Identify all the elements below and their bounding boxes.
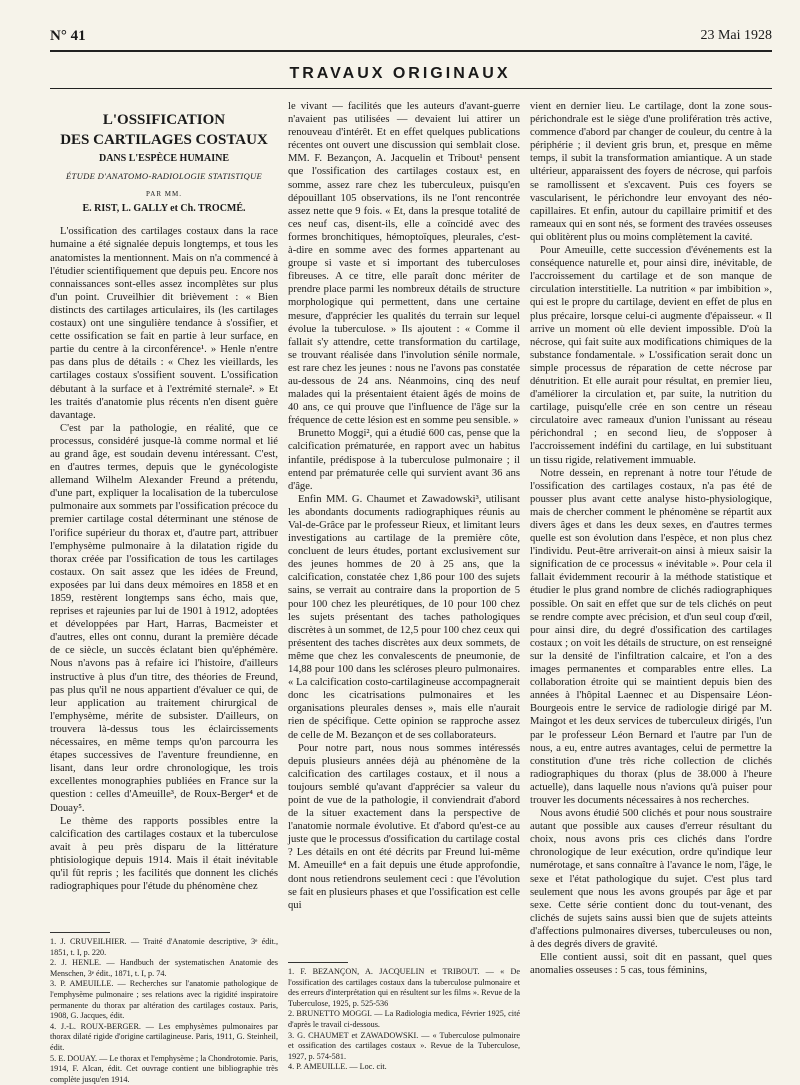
title-line-2: DES CARTILAGES COSTAUX: [60, 132, 268, 148]
article-title: [50, 110, 278, 150]
section-title: TRAVAUX ORIGINAUX: [289, 65, 511, 82]
paragraph: Enfin MM. G. Chaumet et Zawadowski³, utilisant les abondants documents radiographiques réunis au Val-de-Grâce par le professeur Rieux, et limitant leurs investigations au cartilage de la première côte, concluent de leurs études, portant exclusivement sur des jeunes hommes de 20 à 25 ans, que la calcification, constatée chez 1,86 pour 100 des sujets sains, se verrait au contraire dans la proportion de 5 pour 100 chez les pleurétiques, de 10 pour 100 chez les sujets présentant des taches pathologiques discrètes à un sommet, de 12,5 pour 100 chez ceux qui présentent des taches discrètes aux deux sommets, de même que chez les convalescents de pneumonie, de 14,88 pour 100 dans les scléroses pleuro pulmonaires. « La calcification costo-cartilagineuse accompagnerait donc les cicatrisations pulmonaires et les organisations pleurales denses », mais elle n'aurait rien de spécifique. Cette opinion se rapproche assez de celle de M. Bezançon et de ses collaborateurs.: [288, 493, 520, 741]
paragraph: vient en dernier lieu. Le cartilage, dont la zone sous-périchondrale est le siège d'une prolifération très active, commence d'abord par changer de couleur, du centre à la périphérie ; il devient gris brun, et, presque en même temps, il subit la transformation amiantique. A un stade ultérieur, apparaissent des foyers de nécrose, qui parfois se ramollissent et s'excavent. Puis ces foyers se vascularisent, le périchondre leur envoyant des néo-capillaires. Et enfin, autour du capillaire primitif et des rameaux qui en sont nés, se forment des travées osseuses qui oblitèrent plus ou moins complètement la cavité.: [530, 101, 772, 243]
column-2: [288, 100, 520, 912]
footnote: 1. J. CRUVEILHIER. — Traité d'Anatomie descriptive, 3ᵉ édit., 1851, t. I, p. 220.: [50, 937, 278, 957]
footnote: 3. G. CHAUMET et ZAWADOWSKI. — « Tuberculose pulmonaire et ossification des cartilages costaux ». Revue de la Tuberculose, 1927, p. 574-581.: [288, 1030, 520, 1061]
paragraph: Brunetto Moggi², qui a étudié 600 cas, pense que la calcification prématurée, en rapport avec un habitus infantile, prédispose à la tuberculose pulmonaire ; il entend par prématurée celle qui survient avant 36 ans d'âge.: [288, 428, 520, 492]
footnote: 2. BRUNETTO MOGGI. — La Radiologia medica, Février 1925, cité d'après le travail ci-dessous.: [288, 1009, 520, 1029]
authors-par: PAR MM.: [146, 190, 182, 199]
section-rule: [50, 88, 772, 89]
footnote: 2. J. HENLE. — Handbuch der systematischen Anatomie des Menschen, 3ᵉ édit., 1871, t. I, p. 74.: [50, 958, 278, 978]
article-subtitle: ÉTUDE D'ANATOMO-RADIOLOGIE STATISTIQUE: [65, 171, 263, 182]
paragraph: C'est par la pathologie, en réalité, que ce processus, considéré jusque-là comme normal et lié au grand âge, est soudain devenu intéressant. C'est, en d'autres termes, depuis que le gynécologiste allemand Wilhelm Alexander Freund a prétendu, d'une part, expliquer la localisation de la tuberculose pulmonaire aux sommets par l'ossification précoce du premier cartilage costal déterminant une sténose de l'orifice supérieur du thorax et, d'autre part, attribuer l'emphysème pulmonaire à la dilatation rigide du thorax créée par l'ossification de tous les cartilages costaux. On sait assez que les idées de Freund, exposées par lui dans deux mémoires en 1858 et en 1859, restèrent longtemps sans écho, mais que, reprises et rajeunies par lui de 1901 à 1912, adoptées et développées par Hart, Harras, Bacmeister et d'autres, elles ont connu, durant la première décade de ce siècle, un succès éclatant bien qu'éphémère. Nous n'avons pas à refaire ici l'histoire, d'ailleurs instructive à plus d'un titre, des théories de Freund, pas plus qu'il ne nous appartient d'évaluer ce qui, de leur application au traitement chirurgical de l'emphysème, mérite de subsister. D'ailleurs, on trouvera là-dessus tous les éclaircissements nécessaires, en même temps qu'on parcourra les étapes successives de l'aventure freundienne, en lisant, dans leur ordre chronologique, les trois excellentes monographies publiées en France sur la question : celles d'Ameuille³, de Roux-Berger⁴ et de Douay⁵.: [50, 422, 278, 814]
issue-number: N° 41: [50, 28, 86, 44]
column-3: [530, 100, 772, 977]
paragraph: Le thème des rapports possibles entre la calcification des cartilages costaux et la tuberculose avait à peu près disparu de la littérature phtisiologique depuis 1914. Mais il était inévitable qu'il fût repris ; les facilités que donnent les clichés radiographiques pour l'étude du phénomène chez: [50, 815, 278, 893]
article-authors: E. RIST, L. GALLY et Ch. TROCMÉ.: [82, 203, 246, 215]
footnote: 3. P. AMEUILLE. — Recherches sur l'anatomie pathologique de l'emphysème pulmonaire ; ses relations avec la rigidité inspiratoire permanente du thorax par altération des cartilages costaux. Paris, 1908, G. Jacques, édit.: [50, 979, 278, 1021]
paragraph: Pour notre part, nous nous sommes intéressés depuis plusieurs années déjà au phénomène de la calcification des cartilages costaux, et il nous a toujours semblé qu'avant d'apprécier sa valeur du point de vue de la pathologie, il conviendrait d'abord de la situer exactement dans la perspective de l'anatomie normale évolutive. Et d'abord qu'est-ce au juste que le processus d'ossification du cartilage costal ? Les détails en ont été décrits par Freund lui-même M. Ameuille⁴ en a fait depuis une étude approfondie, dont nous retiendrons seulement ceci : que l'évolution se fait en plusieurs phases et que l'ossification est celle qui: [288, 742, 520, 911]
footnote: 1. F. BEZANÇON, A. JACQUELIN et TRIBOUT. — « De l'ossification des cartilages costaux dans la tuberculose pulmonaire et des erreurs d'interprétation qui en résultent sur les films ». Revue de la Tuberculose, 1925, p. 525-536: [288, 967, 520, 1008]
paragraph: Notre dessein, en reprenant à notre tour l'étude de l'ossification des cartilages costaux, n'a pas été de pousser plus avant cette analyse histo-physiologique, mais de chercher comment le phénomène se répartit aux divers âges et dans les deux sexes, en d'autres termes quelle est son évolution dans l'espèce, et non plus chez l'individu. Peut-être arriverait-on ainsi à mieux saisir la signification de ce processus « inévitable ». Pour cela il fallait évidemment recourir à la méthode statistique et étudier le plus grand nombre de clichés radiographiques possible. On sait en effet que sur de tels clichés on peut se rendre compte avec précision, et d'un seul coup d'œil, pour ainsi dire, du degré d'ossification des cartilages costaux ; on voit les détails de structure, on est renseigné sur la densité de l'infiltration calcaire, et l'on a des images permanentes et comparables entre elles. La collaboration étroite qui se maintient depuis bien des années à l'hôpital Laennec et au Dispensaire Léon-Bourgeois entre le service de radiologie dirigé par M. Maingot et les deux services de tuberculeux dirigés, l'un par le professeur Léon Bernard et l'autre par l'un de nous, a eu, entre autres avantages, celui de permettre la constitution d'une très riche collection de clichés radiographiques du thorax (plus de 38.000 à l'heure actuelle), dans laquelle nous n'avions qu'à puiser pour trouver les documents nécessaires à nos recherches.: [530, 467, 772, 806]
footnote: 4. P. AMEUILLE. — Loc. cit.: [288, 1062, 387, 1072]
page-header: [50, 28, 772, 46]
paragraph: Pour Ameuille, cette succession d'événements est la conséquence naturelle et, pour ainsi dire, inévitable, de l'accroissement du cartilage et de son manque de circulation interstitielle. La nutrition « par imbibition », qui est le propre du cartilage, devient en effet de plus en plus précaire, lorsque celui-ci augmente d'épaisseur. « Il arrive un moment où elle devient impossible. D'où la nécrose, qui fait suite aux modifications chimiques de la substance fondamentale. » L'ossification serait donc un simple processus de réparation de cette nécrose par dénutrition. Et elle aurait pour résultat, en premier lieu, d'améliorer la circulation et, par suite, la nutrition du cartilage, puisqu'elle crée en son centre un réseau circulatoire avec rameaux d'union l'unissant au réseau périchondral ; en second lieu, de s'opposer à l'accroissement indéfini du cartilage, en lui substituant un tissu rigide, relativement immuable.: [530, 245, 772, 466]
footnote: 4. J.-L. ROUX-BERGER. — Les emphysèmes pulmonaires par thorax dilaté rigide d'origine cartilagineuse. Paris, 1911, G. Steinheil, édit.: [50, 1021, 278, 1052]
footnote: 5. E. DOUAY. — Le thorax et l'emphysème ; la Chondrotomie. Paris, 1914, F. Alcan, édit. Cet ouvrage contient une bibliographie très complète jusqu'en 1914.: [50, 1053, 278, 1084]
title-line-3: DANS L'ESPÈCE HUMAINE: [98, 153, 230, 164]
paragraph: L'ossification des cartilages costaux dans la race humaine a été signalée depuis longtemps, et tous les anatomistes la mentionnent. Mais on n'a commencé à l'étudier scientifiquement que depuis peu. Encore nos connaissances sont-elles assez incomplètes sur plus d'un point. Cruveilhier dit brièvement : « Bien distincts des cartilages articulaires, ils (les cartilages costaux) ont une singulière tendance à s'ossifier, et cette ossification se fait en partie à leur surface, en partie du centre à la circonférence¹. » Henle n'entre pas dans plus de détails : « Chez les vieillards, les cartilages costaux s'ossifient souvent. L'ossification débutant à la surface et à l'extrémité sternale². » Et les traités d'anatomie plus récents n'en disent guère davantage.: [50, 226, 278, 421]
footnotes-left: [50, 937, 278, 1085]
footnotes-middle: [288, 967, 520, 1073]
header-rule: [50, 50, 772, 52]
issue-date: 23 Mai 1928: [700, 28, 772, 43]
title-line-1: L'OSSIFICATION: [102, 112, 226, 128]
footnote-rule: [50, 932, 110, 933]
paragraph: Elle contient aussi, soit dit en passant, quel ques anomalies osseuses : 5 cas, tous féminins,: [530, 952, 772, 977]
paragraph: le vivant — facilités que les auteurs d'avant-guerre n'avaient pas utilisées — devaient lui attirer un renouveau d'intérêt. Et en effet quelques publications récentes ont ouvert une discussion qui semblait close. MM. F. Bezançon, A. Jacquelin et Tribout¹ pensent que l'ossification des cartilages costaux est, en somme, assez rare chez les tuberculeux, puisqu'en dépouillant 105 observations, ils ne l'ont rencontrée assez nette que 9 fois. « Et, dans la presque totalité de ces neuf cas, disent-ils, elle a coïncidé avec des formes bronchitiques, hémoptoïques, pleurales, c'est-à-dire en somme avec des formes appartenant au groupe si vaste et si important des tuberculoses fibreuses. A ce titre, elle paraît donc mériter de prendre place parmi les nombreux détails de structure morphologique qui permettent, dans une certaine mesure, d'apprécier les qualités du terrain sur lequel évolue la tuberculose. » Ils ajoutent : « Comme il fallait s'y attendre, cette transformation du cartilage, se trouvant réalisée dans l'involution sénile normale, est rare chez les jeunes : nous ne l'avons pas constatée au-dessous de 24 ans. Néanmoins, cinq des neuf malades qui la présentaient étaient âgés de moins de 40 ans, ce qui prouve que l'influence de l'âge sur la fréquence de cette lésion est en somme peu sensible. »: [288, 101, 520, 427]
footnote-rule: [288, 962, 348, 963]
column-1: [50, 100, 278, 893]
paragraph: Nous avons étudié 500 clichés et pour nous soustraire autant que possible aux causes d'erreur résultant du choix, nous avons pris ces clichés dans l'ordre chronologique de leur exécution, ordre qu'indique leur numérotage, et sans connaître à l'avance le nom, l'âge, le sexe et l'état pathologique du sujet. C'est plus tard seulement que nous les avons groupés par âge et par sexe. Cette série contient donc du tout-venant, des clichés de sujets sains aussi bien que de sujets atteints d'affections pulmonaires diverses, tuberculeuses ou non, à des degrés divers de gravité.: [530, 808, 772, 950]
